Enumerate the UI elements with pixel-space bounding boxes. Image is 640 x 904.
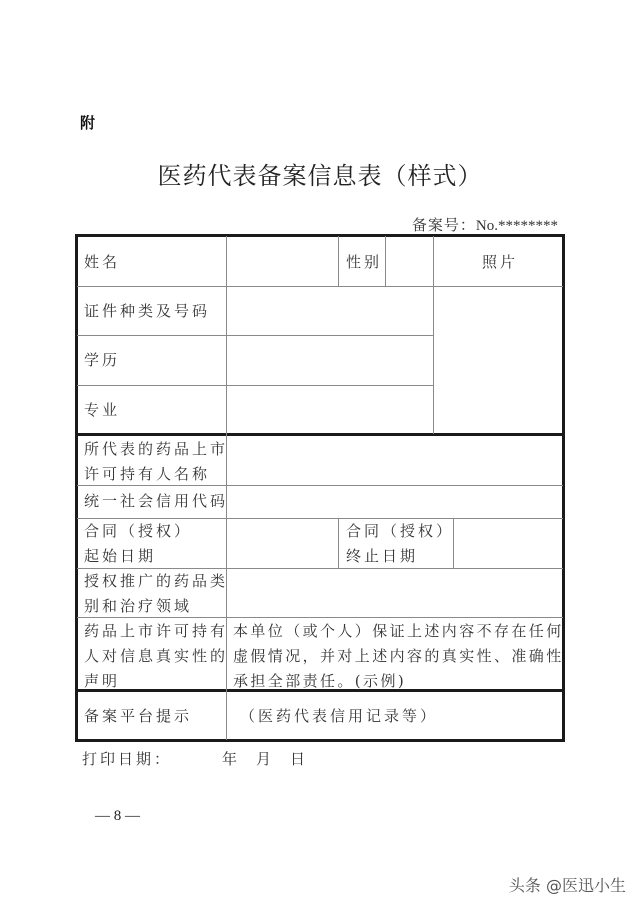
education-field[interactable] xyxy=(228,337,433,385)
major-label: 专业 xyxy=(84,401,121,419)
contract-start-label: 合同（授权） 起始日期 xyxy=(84,522,193,565)
drug-category-label: 授权推广的药品类 别和治疗领域 xyxy=(84,572,229,615)
appendix-label: 附 xyxy=(80,114,96,132)
major-field[interactable] xyxy=(228,387,433,433)
drug-category-field[interactable] xyxy=(228,570,562,617)
row-divider xyxy=(77,385,433,386)
name-label: 姓名 xyxy=(84,253,121,271)
platform-notice-label: 备案平台提示 xyxy=(84,707,193,725)
record-number xyxy=(412,214,558,235)
photo-label: 照片 xyxy=(482,253,519,271)
credit-code-label: 统一社会信用代码 xyxy=(84,492,229,510)
table-border-bottom xyxy=(75,739,565,742)
column-divider xyxy=(338,236,339,286)
gender-label: 性别 xyxy=(346,253,383,271)
record-number-value: No.******** xyxy=(475,218,558,234)
table-border-left xyxy=(75,234,78,742)
platform-notice-value: （医药代表信用记录等） xyxy=(240,707,439,725)
holder-name-field[interactable] xyxy=(228,437,562,485)
section-divider xyxy=(75,433,565,436)
credit-code-field[interactable] xyxy=(228,487,562,518)
education-label: 学历 xyxy=(84,351,121,369)
row-divider xyxy=(77,286,563,287)
record-number-label: 备案号： xyxy=(411,216,476,234)
print-date-label: 打印日期： xyxy=(82,750,173,768)
print-date-year: 年 xyxy=(222,750,241,768)
contract-end-date-field[interactable] xyxy=(455,520,562,568)
id-type-number-field[interactable] xyxy=(228,288,433,335)
column-divider xyxy=(338,518,339,568)
id-type-number-label: 证件种类及号码 xyxy=(84,302,211,320)
gender-field[interactable] xyxy=(387,237,433,286)
name-field[interactable] xyxy=(228,237,338,286)
holder-name-label: 所代表的药品上市 许可持有人名称 xyxy=(84,440,229,483)
contract-end-label: 合同（授权） 终止日期 xyxy=(346,522,455,565)
declaration-text: 本单位（或个人）保证上述内容不存在任何 虚假情况，并对上述内容的真实性、准确性 承担全部责任。(示例) xyxy=(233,622,564,690)
print-date-month: 月 xyxy=(256,750,275,768)
declaration-label: 药品上市许可持有 人对信息真实性的 声明 xyxy=(84,622,229,690)
photo-area[interactable] xyxy=(435,288,562,433)
print-date-day: 日 xyxy=(290,750,309,768)
row-divider xyxy=(77,335,433,336)
photo-column-divider xyxy=(433,236,434,434)
page-title: 医药代表备案信息表（样式） xyxy=(157,162,483,190)
column-divider xyxy=(385,236,386,286)
page-number: — 8 — xyxy=(95,808,140,824)
contract-start-date-field[interactable] xyxy=(228,520,338,568)
watermark: 头条 @医迅小生 xyxy=(508,876,626,895)
